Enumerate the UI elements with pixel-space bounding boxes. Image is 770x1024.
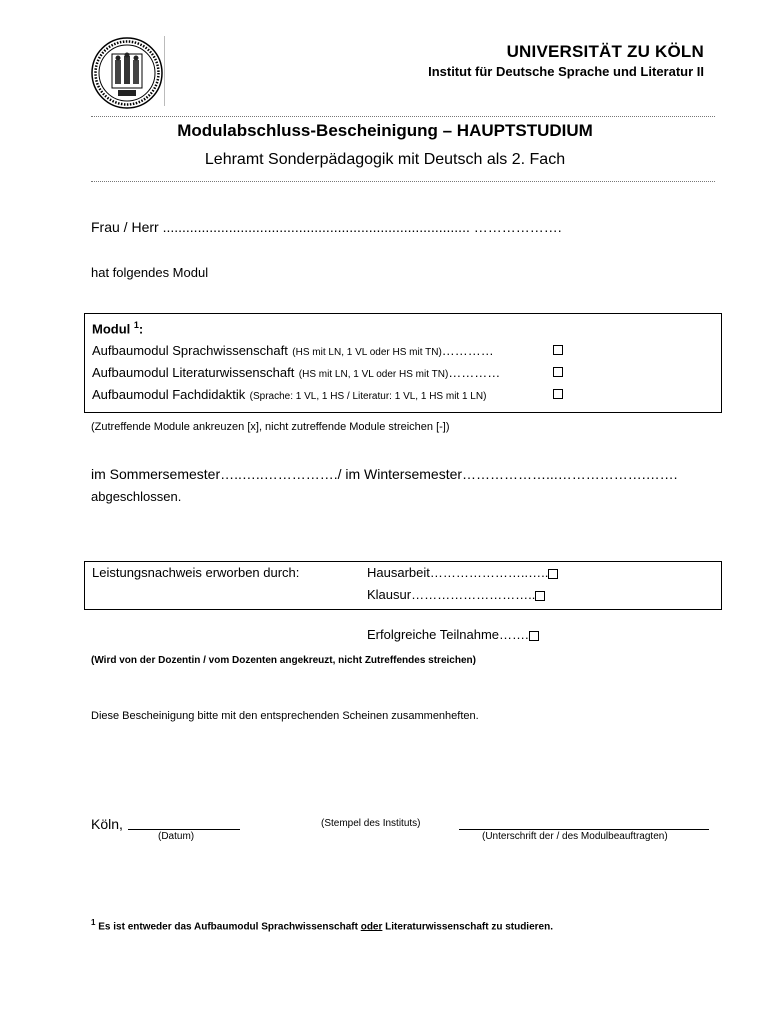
university-seal-logo bbox=[90, 36, 164, 110]
module-item: Aufbaumodul Fachdidaktik (Sprache: 1 VL, 1 HS / Literatur: 1 VL, 1 HS mit 1 LN) bbox=[92, 387, 487, 402]
date-line[interactable] bbox=[128, 829, 240, 830]
staple-note: Diese Bescheinigung bitte mit den entsprechenden Scheinen zusammenheften. bbox=[91, 710, 479, 722]
performance-label: Leistungsnachweis erworben durch: bbox=[92, 565, 300, 580]
checkbox-teilnahme[interactable] bbox=[529, 631, 539, 641]
name-field-line[interactable]: Frau / Herr ............................................................................... ………………. bbox=[91, 219, 562, 235]
header-divider bbox=[164, 36, 165, 106]
signer-label: (Unterschrift der / des Modulbeauftragten) bbox=[482, 831, 668, 842]
module-item: Aufbaumodul Sprachwissenschaft (HS mit LN, 1 VL oder HS mit TN)………… bbox=[92, 343, 494, 358]
completed-text: abgeschlossen. bbox=[91, 489, 182, 504]
signature-line[interactable] bbox=[459, 829, 709, 830]
intro-text: hat folgendes Modul bbox=[91, 265, 209, 280]
checkbox-hausarbeit[interactable] bbox=[548, 569, 558, 579]
university-name: UNIVERSITÄT ZU KÖLN bbox=[506, 42, 704, 61]
city-label: Köln, bbox=[91, 816, 123, 832]
document-subtitle: Lehramt Sonderpädagogik mit Deutsch als 2. Fach bbox=[204, 151, 566, 168]
checkbox-literaturwissenschaft[interactable] bbox=[553, 367, 563, 377]
date-label: (Datum) bbox=[158, 831, 195, 842]
instruction-text: (Zutreffende Module ankreuzen [x], nicht zutreffende Module streichen [-]) bbox=[91, 421, 450, 433]
option-teilnahme: Erfolgreiche Teilnahme……. bbox=[367, 627, 539, 642]
institute-name: Institut für Deutsche Sprache und Literatur II bbox=[428, 64, 704, 79]
top-divider bbox=[91, 116, 715, 117]
checkbox-sprachwissenschaft[interactable] bbox=[553, 345, 563, 355]
title-divider bbox=[91, 181, 715, 182]
option-klausur: Klausur……………………….. bbox=[367, 587, 545, 602]
document-title: Modulabschluss-Bescheinigung – HAUPTSTUDIUM bbox=[177, 121, 593, 140]
checkbox-fachdidaktik[interactable] bbox=[553, 389, 563, 399]
stamp-label: (Stempel des Instituts) bbox=[321, 818, 421, 829]
semester-line[interactable]: im Sommersemester…..…..……………./ im Wintersemester………………...……………….……. bbox=[91, 466, 678, 482]
module-box bbox=[84, 313, 722, 413]
checkbox-klausur[interactable] bbox=[535, 591, 545, 601]
teacher-note: (Wird von der Dozentin / vom Dozenten angekreuzt, nicht Zutreffendes streichen) bbox=[91, 655, 476, 666]
option-hausarbeit: Hausarbeit…………………..….. bbox=[367, 565, 558, 580]
module-item: Aufbaumodul Literaturwissenschaft (HS mit LN, 1 VL oder HS mit TN)………… bbox=[92, 365, 501, 380]
module-heading: Modul $^1$: bbox=[92, 320, 144, 337]
performance-box bbox=[84, 561, 722, 610]
footnote: $^1$ Es ist entweder das Aufbaumodul Sprachwissenschaft oder Literaturwissenschaft zu studieren. bbox=[91, 918, 553, 933]
